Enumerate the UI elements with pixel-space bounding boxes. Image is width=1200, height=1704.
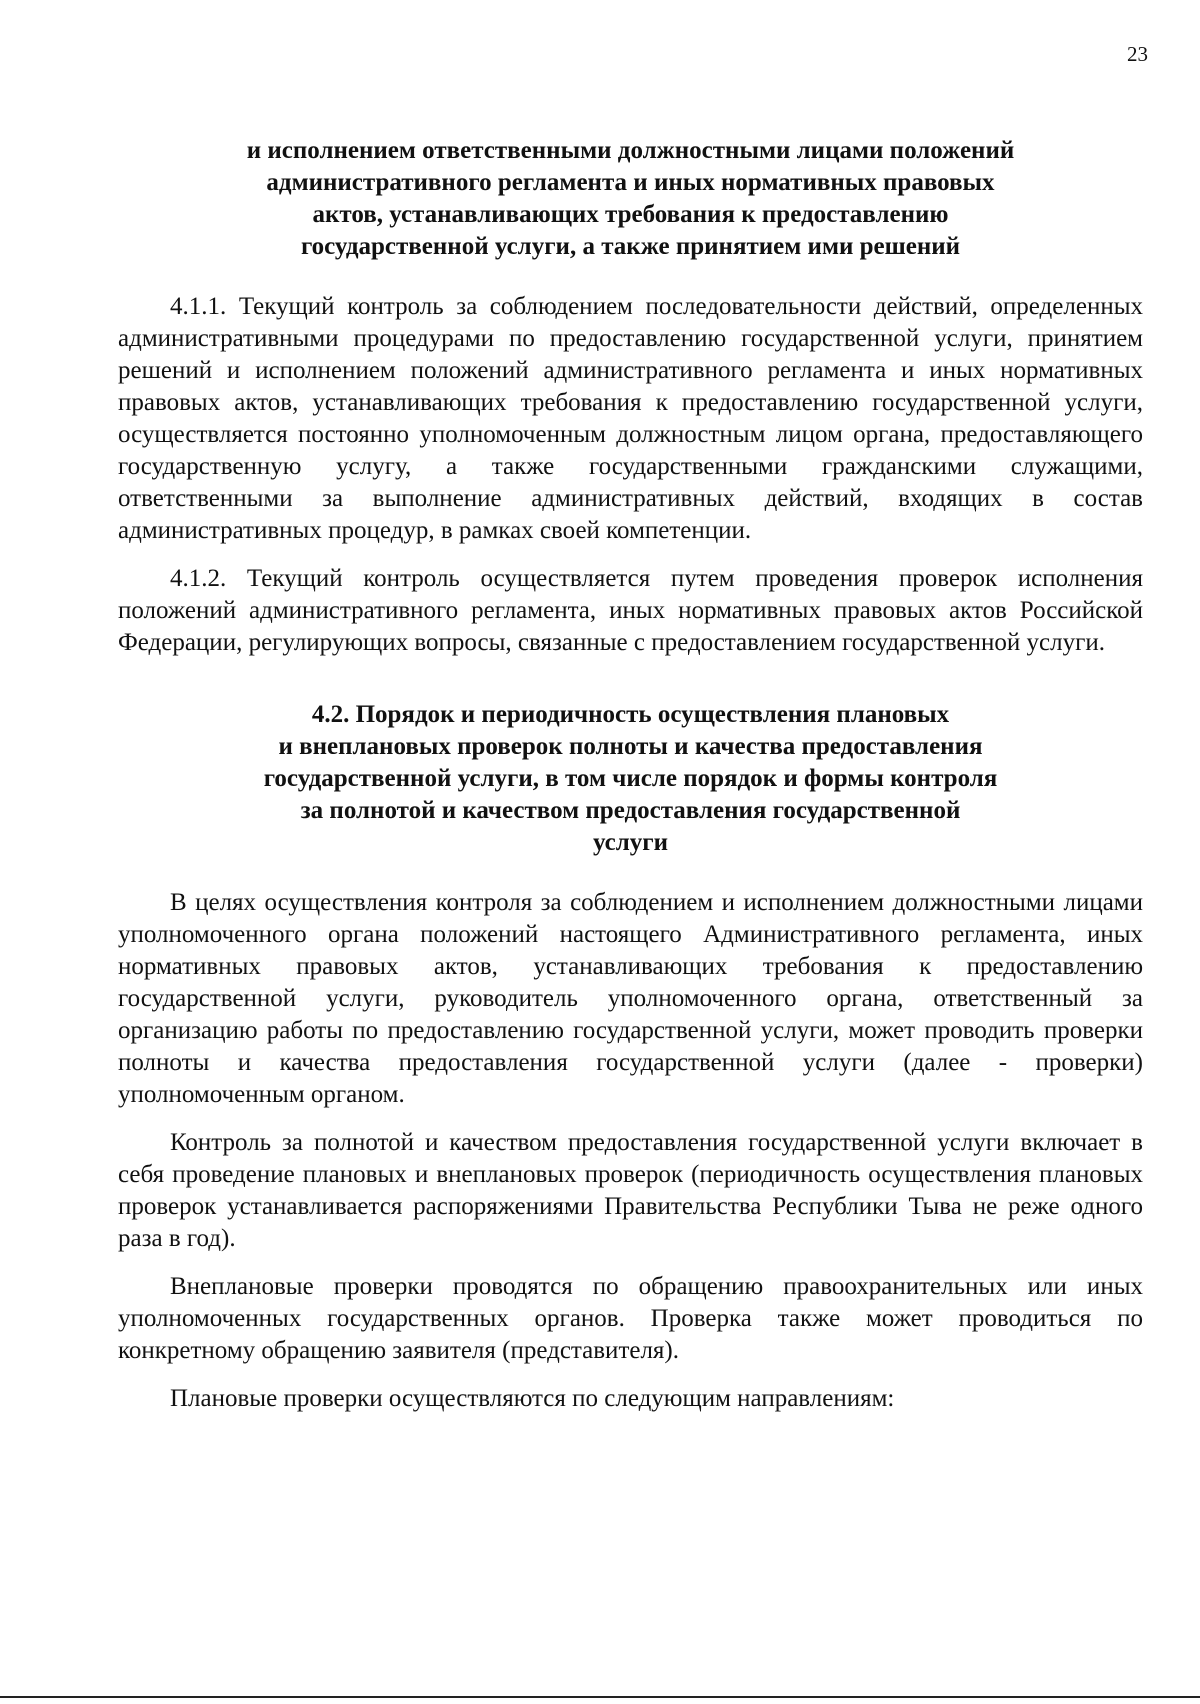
heading-line: и внеплановых проверок полноты и качества предоставления <box>278 733 983 760</box>
document-body <box>118 135 1143 1415</box>
heading-line: административного регламента и иных нормативных правовых <box>266 169 995 196</box>
heading-line: и исполнением ответственными должностными лицами положений <box>246 137 1015 164</box>
paragraph-unscheduled-inspections: Внеплановые проверки проводятся по обращению правоохранительных или иных уполномоченных государственных органов. Проверка также может проводиться по конкретному обращению заявителя (представителя). <box>118 1273 1143 1364</box>
section-heading-4-2 <box>118 699 1143 859</box>
paragraph-scheduled-inspections: Плановые проверки осуществляются по следующим направлениям: <box>170 1385 895 1412</box>
section-heading-4-1-continued <box>118 135 1143 263</box>
heading-line: государственной услуги, в том числе порядок и формы контроля <box>263 765 998 792</box>
paragraph-control-scope: Контроль за полнотой и качеством предоставления государственной услуги включает в себя проведение плановых и внеплановых проверок (периодичность осуществления плановых проверок устанавливается распоряжениями Правительства Республики Тыва не реже одного раза в год). <box>118 1129 1143 1252</box>
heading-line: за полнотой и качеством предоставления государственной <box>300 797 961 824</box>
paragraph-inspection-purpose: В целях осуществления контроля за соблюдением и исполнением должностными лицами уполномоченного органа положений настоящего Административного регламента, иных нормативных правовых актов, устанавливающих требования к предоставлению государственной услуги, руководитель уполномоченного органа, ответственный за организацию работы по предоставлению государственной услуги, может проводить проверки полноты и качества предоставления государственной услуги (далее - проверки) уполномоченным органом. <box>118 889 1143 1108</box>
page-number: 23 <box>1127 42 1148 66</box>
paragraph-4-1-1: 4.1.1. Текущий контроль за соблюдением последовательности действий, определенных административными процедурами по предоставлению государственной услуги, принятием решений и исполнением положений административного регламента и иных нормативных правовых актов, устанавливающих требования к предоставлению государственной услуги, осуществляется постоянно уполномоченным должностным лицом органа, предоставляющего государственную услугу, а также государственными гражданскими служащими, ответственными за выполнение административных действий, входящих в состав административных процедур, в рамках своей компетенции. <box>118 293 1143 544</box>
page-bottom-rule <box>0 1696 1200 1698</box>
paragraph-4-1-2: 4.1.2. Текущий контроль осуществляется путем проведения проверок исполнения положений административного регламента, иных нормативных правовых актов Российской Федерации, регулирующих вопросы, связанные с предоставлением государственной услуги. <box>118 565 1143 656</box>
heading-line: государственной услуги, а также принятием ими решений <box>300 233 961 260</box>
heading-line: 4.2. Порядок и периодичность осуществления плановых <box>311 701 950 728</box>
heading-line: актов, устанавливающих требования к предоставлению <box>312 201 949 228</box>
heading-line: услуги <box>592 829 669 856</box>
